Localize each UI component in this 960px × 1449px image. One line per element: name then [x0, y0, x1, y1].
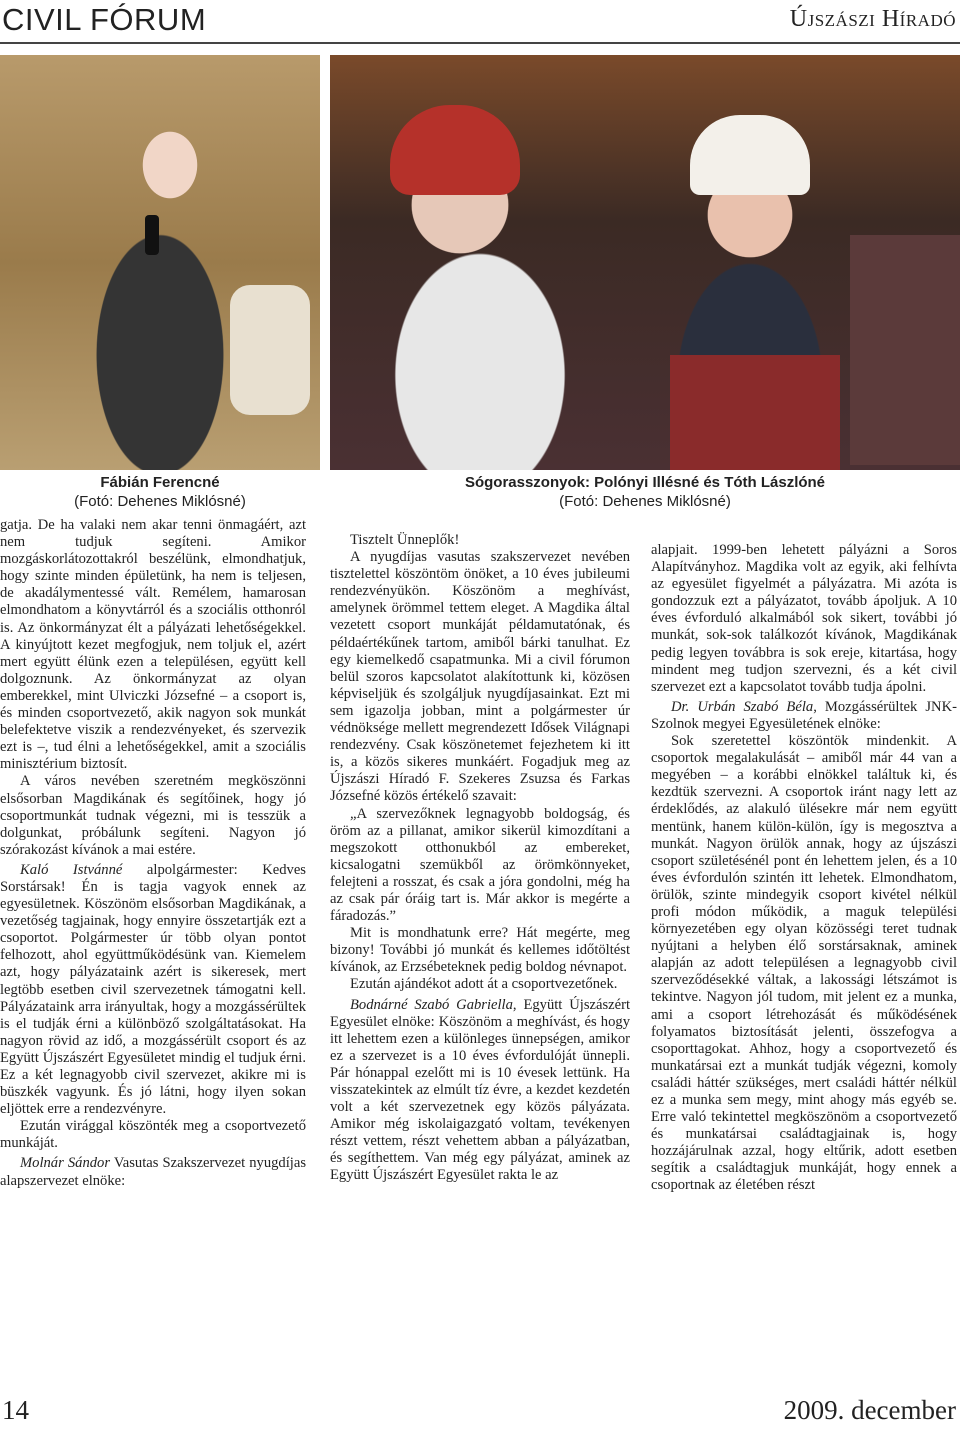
red-skirt-shape — [670, 355, 840, 470]
col3-paragraph-2 — [651, 699, 957, 733]
caption-left-credit: (Fotó: Dehenes Miklósné) — [74, 493, 246, 510]
photo-speaker — [0, 55, 320, 470]
col2-paragraph-1: Tisztelt Ünneplők! — [350, 532, 460, 548]
col2-paragraph-5: Ezután ajándékot adott át a csoportvezetőnek. — [350, 976, 618, 993]
speaker-name: Molnár Sándor — [20, 1155, 111, 1172]
header-rule — [0, 42, 960, 44]
caption-left-name: Fábián Ferencné — [100, 474, 220, 491]
speaker-name: Kaló Istvánné — [20, 861, 123, 878]
microphone-shape — [145, 215, 159, 255]
caption-right-name: Sógorasszonyok: Polónyi Illésné és Tóth Lászlóné — [464, 474, 826, 491]
page-header — [0, 0, 960, 40]
col3-paragraph-3: Sok szeretettel köszöntök mindenkit. A csoportok megalakulását – amiből már 44 van a megyében – a korábbi elnökkel találtuk ki, és kezdtük szervezni. A csoportok iránt nagy lett az érdeklődés, az alakuló ülésekre már nem együtt mentünk, hanem külön-külön, így is megosztva a munkát. Nagyon örülök annak, hogy az újszászi csoport születésénél pont én lehettem jelen, és a 10 éves évfordulón szintén itt lehetek. Elmondhatom, örülök, szinte mindegyik csoport kivétel nélkül profi módon működik, a maguk települési környezetében egy olyan közösségi teret tudnak nyújtani a helyben élő sorstársaknak, aminek alapján az adott településen a legnagyobb civil szerveződésekké váltak, a lakossági létszámot is tekintve. Nagyon jól tudom, mit jelent ez a munka, ami a csoport létrehozását és működésének folyamatos biztosítását jelenti, összefogva a csoporttagokat. Ahhoz, hogy a csoportvezető és munkatársai ezt a munkát tudják végezni, komoly családi háttér szükséges, mert családi háttér nélkül ez a munka sem megy, mint ahogy más egyéb se. Erre való tekintettel megköszönöm a csoportvezető és munkatársai családtagjainak is, hogy hozzájárulnak azzal, hogy eltűrik, adott esetben segítik a családtagjuk munkáját, hogy ennek a csoportnak az életében részt — [651, 733, 957, 1194]
caption-right — [330, 473, 960, 511]
article-column-2 — [330, 532, 630, 1185]
col1-paragraph-5 — [0, 1155, 306, 1189]
article-column-3 — [651, 542, 957, 1195]
col3-paragraph-1: alapjait. 1999-ben lehetett pályázni a Soros Alapítványhoz. Magdika volt az egyik, aki felhívta az egyesület figyelmét a pályázatra. Mi azóta is gondozzuk ezt a pályázatot, tovább ápoljuk. A 10 éves évforduló alkalmából sok sikert, további jó munkát, sok-sok találkozót kívánok, Magdikának pedig legyen továbbra is sok ereje, kitartása, hogy mindent meg tudjon szervezni, és a két civil szervezet ezt a kapcsolatot tovább tudja ápolni. — [651, 542, 957, 695]
col3-paragraph-2-text: , Mozgássérültek JNK-Szolnok megyei Egyesületének elnöke: — [651, 698, 957, 732]
audience-shape — [850, 235, 960, 465]
col1-paragraph-2: A város nevében szeretném megköszönni elsősorban Magdikának és segítőinek, hogy jó csoportmunkát tudnak végezni, mi is tesszük a dolgunkat, próbálunk segíteni. Nagyon jó szórakozást kívánok a mai estére. — [0, 773, 306, 858]
background-person-shape — [230, 285, 310, 415]
caption-left — [0, 473, 320, 511]
article-column-1 — [0, 517, 306, 1190]
col1-paragraph-1: gatja. De ha valaki nem akar tenni önmagáért, azt nem tudjuk segíteni. Amikor mozgáskorlátozottakról beszélünk, elmondhatjuk, hogy szinte minden épületünk, ha nem is teljesen, de akadálymentessé vált. Remélem, hamarosan elmondhatom a könyvtárról és a szociális otthonról is. Az önkormányzat élt a pályázati lehetőségekkel. A kinyújtott kezet megfogjuk, nem toljuk el, azért mert együtt élünk ezen a településen, együtt kell dolgoznunk. Az önkormányzat az olyan emberekkel, mint Ulviczki Józsefné – a csoport is, és minden csoportvezető, akik nagyon sok munkát belefektetve viszik a rendezvényeket, és szervezik ezt is –, tud élni a lehetőségekkel, amit a szociális minisztérium biztosít. — [0, 517, 306, 773]
col2-paragraph-4: Mit is mondhatunk erre? Hát megérte, meg bizony! További jó munkát és kellemes időtöltést kívánok, az Erzsébeteknek pedig boldog névnapot. — [330, 925, 630, 976]
section-title: CIVIL FÓRUM — [2, 2, 207, 37]
caption-right-credit: (Fotó: Dehenes Miklósné) — [559, 493, 731, 510]
col2-paragraph-6 — [330, 997, 630, 1185]
speaker-name: Dr. Urbán Szabó Béla — [671, 698, 814, 715]
red-headscarf-shape — [390, 105, 520, 195]
speaker-name: Bodnárné Szabó Gabriella — [350, 996, 513, 1013]
col2-paragraph-3: „A szervezőknek legnagyobb boldogság, és öröm az a pillanat, amikor sikerül kimozdítani a megszokott otthonukból az embereket, kicsalogatni szemükből az örömkönnyeket, felejteni a rosszat, és csak a jóra gondolni, még ha az csak pár óráig tart is. Már akkor is megérte a fáradozás.” — [330, 805, 630, 925]
col1-paragraph-4: Ezután virággal köszönték meg a csoportvezető munkáját. — [0, 1118, 306, 1152]
photo-sisters-in-law — [330, 55, 960, 470]
col2-paragraph-6-text: , Együtt Újszászért Egyesület elnöke: Köszönöm a meghívást, és hogy itt lehettem ezen a különleges ünnepségen, amikor ez a szervezet is a 10 éves évfordulóját ünnepli. Pár hónappal ezelőtt mi is 10 évesek lettünk. Ha visszatekintek az elmúlt tíz évre, a kezdet kezdetén volt a két szervezetnek egy közös pályázata. Amikor még iskolaigazgató voltam, tevékenyen részt vettem, részt vehettem abban a pályázatban, és segíthettem. Van még egy pályázat, aminek az Együtt Újszászért Egyesület rakta le az — [330, 996, 630, 1184]
publication-title: Újszászi Híradó — [789, 6, 956, 32]
col1-paragraph-3-text: alpolgármester: Kedves Sorstársak! Én is tagja vagyok ennek az egyesületnek. Köszönöm elsősorban Magdikának, a vezetőség tagjainak, hogy ennyire összetartják ezt a csoportot. Polgármester úr több olyan pontot felhozott, ahol együttműködésünk van. Kiemelem azt, hogy pályázataink azért is sikeresek, mert legtöbb esetben civil szervezetnek támogatni kell. Pályázataink arra irányultak, hogy a mozgássérültek is el tudják érni a különböző szolgáltatásokat. Ha nagyon rövid az idő, a mozgássérült csoport és az Együtt Újszászért Egyesületet mindig el tudjuk érni. Ez a két legnagyobb civil szervezet, akikre mi is büszkék vagyunk. És jó látni, hogy ilyen sokan eljöttek erre a rendezvényre. — [0, 861, 306, 1118]
issue-date: 2009. december — [783, 1395, 956, 1425]
col2-paragraph-2: A nyugdíjas vasutas szakszervezet nevében tisztelettel köszöntöm önöket, a 10 éves jubileumi rendezvényükön. Köszönöm a meghívást, amelynek örömmel tettem eleget. A Magdika által vezetett csoport munkáját példamutatónak, és példaértékűnek tartom, amiből bárki tanulhat. Ez egy kiemelkedő csapatmunka. Mi a civil fórumon belül szoros kapcsolatot alakítottunk ki, közösen képviseljük és szolgáljuk nyugdíjasainkat. Ezt mi sem igazolja jobban, mint a polgármester úr védnöksége mellett megrendezett Idősek Világnapi rendezvény. Csak köszönetemet fejezhetem ki itt is, a közös sikeres munkáért. Fogadjuk meg az Újszászi Híradó F. Szekeres Zsuzsa és Farkas Józsefné közös értékelő szavait: — [330, 549, 630, 805]
page-number: 14 — [2, 1395, 29, 1425]
white-bonnet-shape — [690, 115, 810, 195]
col1-paragraph-3 — [0, 862, 306, 1118]
col1-paragraph-5-text: Vasutas Szakszervezet nyugdíjas alapszervezet elnöke: — [0, 1155, 306, 1189]
